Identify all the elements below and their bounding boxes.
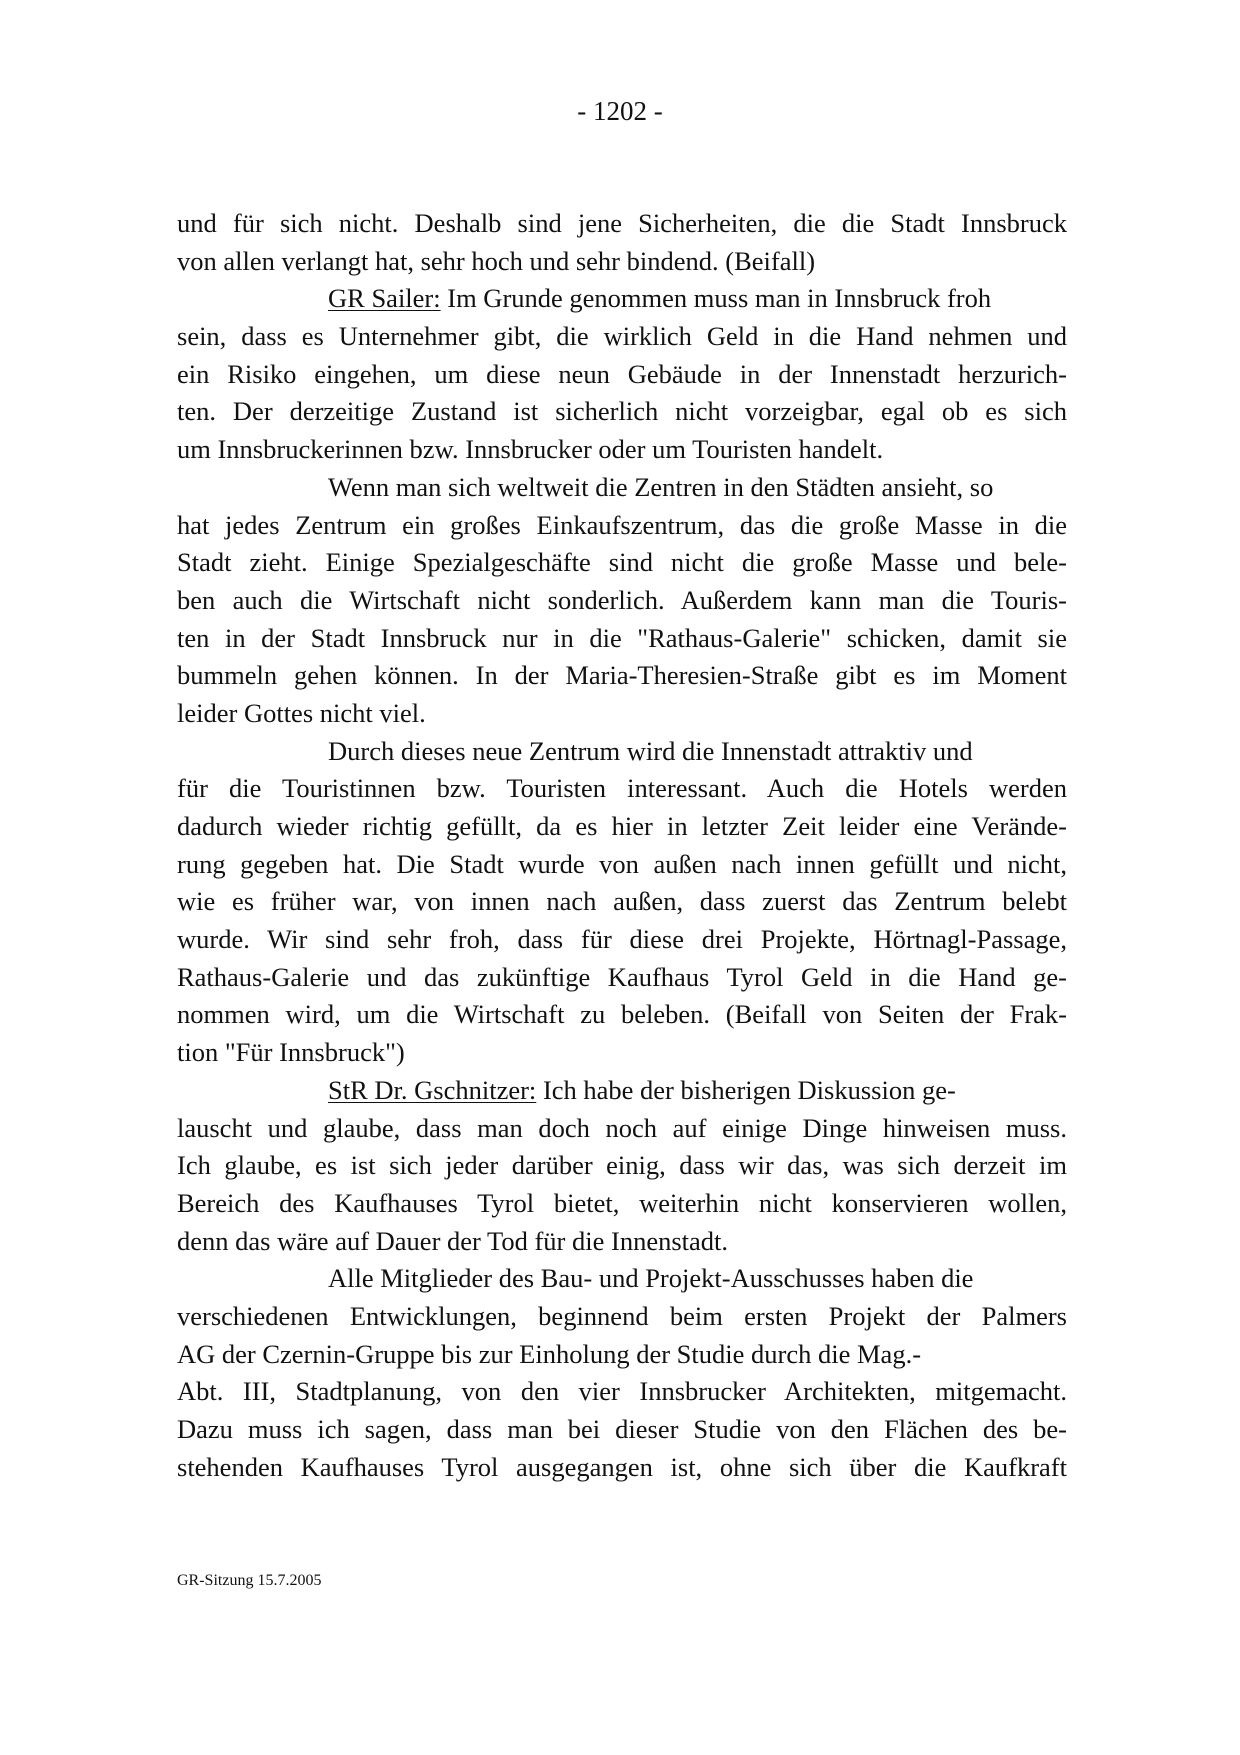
text-line: Dazu muss ich sagen, dass man bei dieser Studie von den Flächen des be- bbox=[177, 1414, 1067, 1444]
text-line bbox=[177, 1072, 1067, 1110]
text-line: wurde. Wir sind sehr froh, dass für diese drei Projekte, Hörtnagl-Passage, bbox=[177, 924, 1067, 955]
text-line: Abt. III, Stadtplanung, von den vier Innsbrucker Architekten, mitgemacht. bbox=[177, 1376, 1067, 1407]
text-line: lauscht und glaube, dass man doch noch auf einige Dinge hinweisen muss. bbox=[177, 1112, 1067, 1143]
page-number: - 1202 - bbox=[577, 96, 663, 126]
text-line: sein, dass es Unternehmer gibt, die wirklich Geld in die Hand nehmen und bbox=[177, 321, 1067, 352]
text-line: ten. Der derzeitige Zustand ist sicherlich nicht vorzeigbar, egal ob es sich bbox=[177, 396, 1067, 427]
text-line: Stadt zieht. Einige Spezialgeschäfte sind nicht die große Masse und bele- bbox=[177, 547, 1067, 578]
text-line: bummeln gehen können. In der Maria-Theresien-Straße gibt es im Moment bbox=[177, 660, 1067, 691]
text-line: von allen verlangt hat, sehr hoch und sehr bindend. (Beifall) bbox=[177, 245, 816, 276]
text-line: für die Touristinnen bzw. Touristen interessant. Auch die Hotels werden bbox=[177, 773, 1067, 804]
text-line: Rathaus-Galerie und das zukünftige Kaufhaus Tyrol Geld in die Hand ge- bbox=[177, 961, 1067, 992]
text-line: wie es früher war, von innen nach außen, dass zuerst das Zentrum belebt bbox=[177, 886, 1067, 917]
text-fragment: Im Grunde genommen muss man in Innsbruck froh bbox=[440, 283, 992, 314]
text-line bbox=[177, 280, 1067, 318]
text-line: tion "Für Innsbruck") bbox=[177, 1037, 405, 1068]
text-line: Ich glaube, es ist sich jeder darüber einig, dass wir das, was sich derzeit im bbox=[177, 1150, 1067, 1181]
text-line: leider Gottes nicht viel. bbox=[177, 697, 426, 728]
text-line: AG der Czernin-Gruppe bis zur Einholung der Studie durch die Mag.- bbox=[177, 1338, 922, 1369]
text-line: hat jedes Zentrum ein großes Einkaufszentrum, das die große Masse in die bbox=[177, 509, 1067, 540]
text-line: Alle Mitglieder des Bau- und Projekt-Ausschusses haben die bbox=[328, 1263, 974, 1294]
text-line: ten in der Stadt Innsbruck nur in die "Rathaus-Galerie" schicken, damit sie bbox=[177, 622, 1067, 653]
text-line: dadurch wieder richtig gefüllt, da es hier in letzter Zeit leider eine Verände- bbox=[177, 811, 1067, 841]
footer-session-date: GR-Sitzung 15.7.2005 bbox=[177, 1572, 322, 1589]
speaker-name: StR Dr. Gschnitzer: bbox=[328, 1074, 537, 1105]
text-line: verschiedenen Entwicklungen, beginnend beim ersten Projekt der Palmers bbox=[177, 1300, 1067, 1331]
text-fragment: Ich habe der bisherigen Diskussion ge- bbox=[536, 1074, 956, 1105]
text-line: Durch dieses neue Zentrum wird die Innenstadt attraktiv und bbox=[328, 735, 973, 766]
text-line: ein Risiko eingehen, um diese neun Gebäude in der Innenstadt herzurich- bbox=[177, 358, 1067, 389]
text-line: Wenn man sich weltweit die Zentren in den Städten ansieht, so bbox=[328, 471, 994, 502]
speaker-name: GR Sailer: bbox=[328, 283, 441, 314]
text-line: und für sich nicht. Deshalb sind jene Sicherheiten, die die Stadt Innsbruck bbox=[177, 208, 1067, 238]
document-body bbox=[177, 205, 1067, 1486]
text-line: denn das wäre auf Dauer der Tod für die Innenstadt. bbox=[177, 1225, 729, 1256]
text-line: Bereich des Kaufhauses Tyrol bietet, weiterhin nicht konservieren wollen, bbox=[177, 1187, 1067, 1218]
text-line: rung gegeben hat. Die Stadt wurde von außen nach innen gefüllt und nicht, bbox=[177, 848, 1067, 879]
text-line: um Innsbruckerinnen bzw. Innsbrucker oder um Touristen handelt. bbox=[177, 434, 884, 465]
text-line: ben auch die Wirtschaft nicht sonderlich. Außerdem kann man die Touris- bbox=[177, 584, 1067, 615]
text-line: nommen wird, um die Wirtschaft zu beleben. (Beifall von Seiten der Frak- bbox=[177, 999, 1067, 1030]
text-line: stehenden Kaufhauses Tyrol ausgegangen ist, ohne sich über die Kaufkraft bbox=[177, 1451, 1067, 1482]
